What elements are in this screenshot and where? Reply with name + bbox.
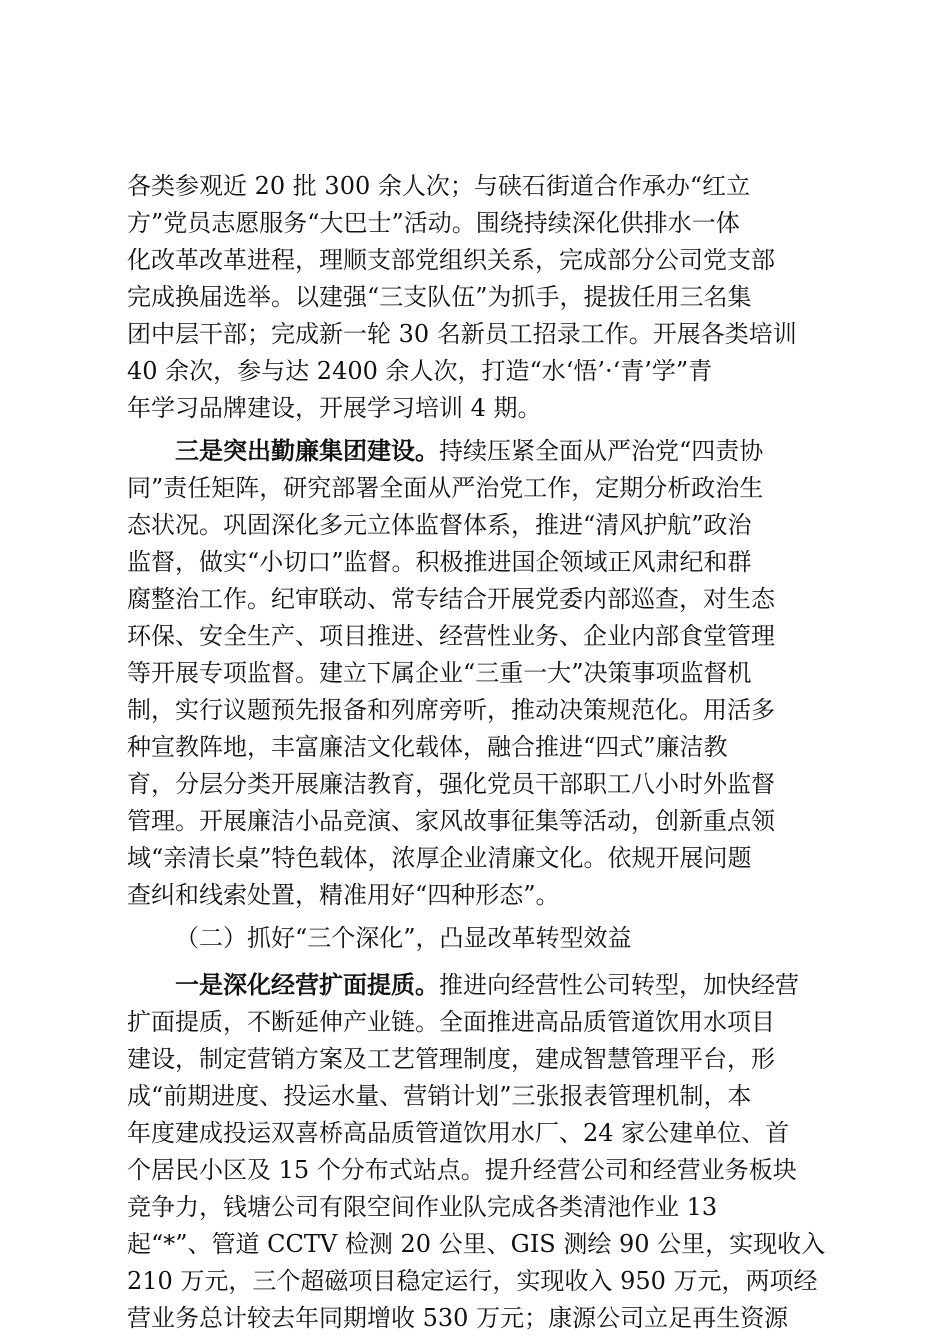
- text-line: 环保、安全生产、项目推进、经营性业务、企业内部食堂管理: [127, 622, 775, 650]
- paragraph-lead-heading: 一是深化经营扩面提质。: [175, 971, 439, 999]
- text-line: 完成换届选举。以建强“三支队伍”为抓手，提拔任用三名集: [127, 283, 752, 311]
- text-fragment: 推进向经营性公司转型，加快经营: [439, 971, 799, 999]
- text-line: 起“*”、管道 CCTV 检测 20 公里、GIS 测绘 90 公里，实现收入: [127, 1230, 826, 1258]
- text-line: 营业务总计较去年同期增收 530 万元；康源公司立足再生资源: [127, 1304, 789, 1332]
- text-line: 团中层干部；完成新一轮 30 名新员工招录工作。开展各类培训: [127, 320, 797, 348]
- text-line: 同”责任矩阵，研究部署全面从严治党工作，定期分析政治生: [127, 474, 764, 502]
- text-line: 扩面提质，不断延伸产业链。全面推进高品质管道饮用水项目: [127, 1008, 775, 1036]
- text-line: 查纠和线索处置，精准用好“四种形态”。: [127, 881, 560, 909]
- text-line: 年学习品牌建设，开展学习培训 4 期。: [127, 394, 542, 422]
- text-fragment: 持续压紧全面从严治党“四责协: [439, 437, 764, 465]
- text-line: 监督，做实“小切口”监督。积极推进国企领域正风肃纪和群: [127, 548, 752, 576]
- paragraph-1: [127, 168, 832, 427]
- section-heading-text: （二）抓好“三个深化”，凸显改革转型效益: [175, 924, 632, 952]
- text-line: 竞争力，钱塘公司有限空间作业队完成各类清池作业 13: [127, 1193, 718, 1221]
- document-body: [127, 168, 832, 1343]
- text-line: 制，实行议题预先报备和列席旁听，推动决策规范化。用活多: [127, 696, 775, 724]
- text-line: 年度建成投运双喜桥高品质管道饮用水厂、24 家公建单位、首: [127, 1119, 790, 1147]
- section-heading: [127, 920, 832, 957]
- text-line: [127, 967, 832, 1004]
- text-line: 域“亲清长桌”特色载体，浓厚企业清廉文化。依规开展问题: [127, 844, 752, 872]
- paragraph-lead-heading: 三是突出勤廉集团建设。: [175, 437, 439, 465]
- text-line: 个居民小区及 15 个分布式站点。提升经营公司和经营业务板块: [127, 1156, 797, 1184]
- text-line: [127, 433, 832, 470]
- text-line: 腐整治工作。纪审联动、常专结合开展党委内部巡查，对生态: [127, 585, 775, 613]
- text-line: 种宣教阵地，丰富廉洁文化载体，融合推进“四式”廉洁教: [127, 733, 728, 761]
- text-line: 态状况。巩固深化多元立体监督体系，推进“清风护航”政治: [127, 511, 752, 539]
- paragraph-integrity: [127, 433, 832, 914]
- paragraph-business: [127, 967, 832, 1337]
- text-line: 方”党员志愿服务“大巴士”活动。围绕持续深化供排水一体: [127, 209, 740, 237]
- text-line: 育，分层分类开展廉洁教育，强化党员干部职工八小时外监督: [127, 770, 775, 798]
- text-line: 40 余次，参与达 2400 余人次，打造“水‘悟’·‘青’学”青: [127, 357, 713, 385]
- text-line: 各类参观近 20 批 300 余人次；与硖石街道合作承办“红立: [127, 172, 751, 200]
- text-line: 等开展专项监督。建立下属企业“三重一大”决策事项监督机: [127, 659, 752, 687]
- text-line: 成“前期进度、投运水量、营销计划”三张报表管理机制，本: [127, 1082, 752, 1110]
- text-line: 管理。开展廉洁小品竞演、家风故事征集等活动，创新重点领: [127, 807, 775, 835]
- text-line: 210 万元，三个超磁项目稳定运行，实现收入 950 万元，两项经: [127, 1267, 818, 1295]
- text-line: 建设，制定营销方案及工艺管理制度，建成智慧管理平台，形: [127, 1045, 775, 1073]
- text-line: 化改革改革进程，理顺支部党组织关系，完成部分公司党支部: [127, 246, 775, 274]
